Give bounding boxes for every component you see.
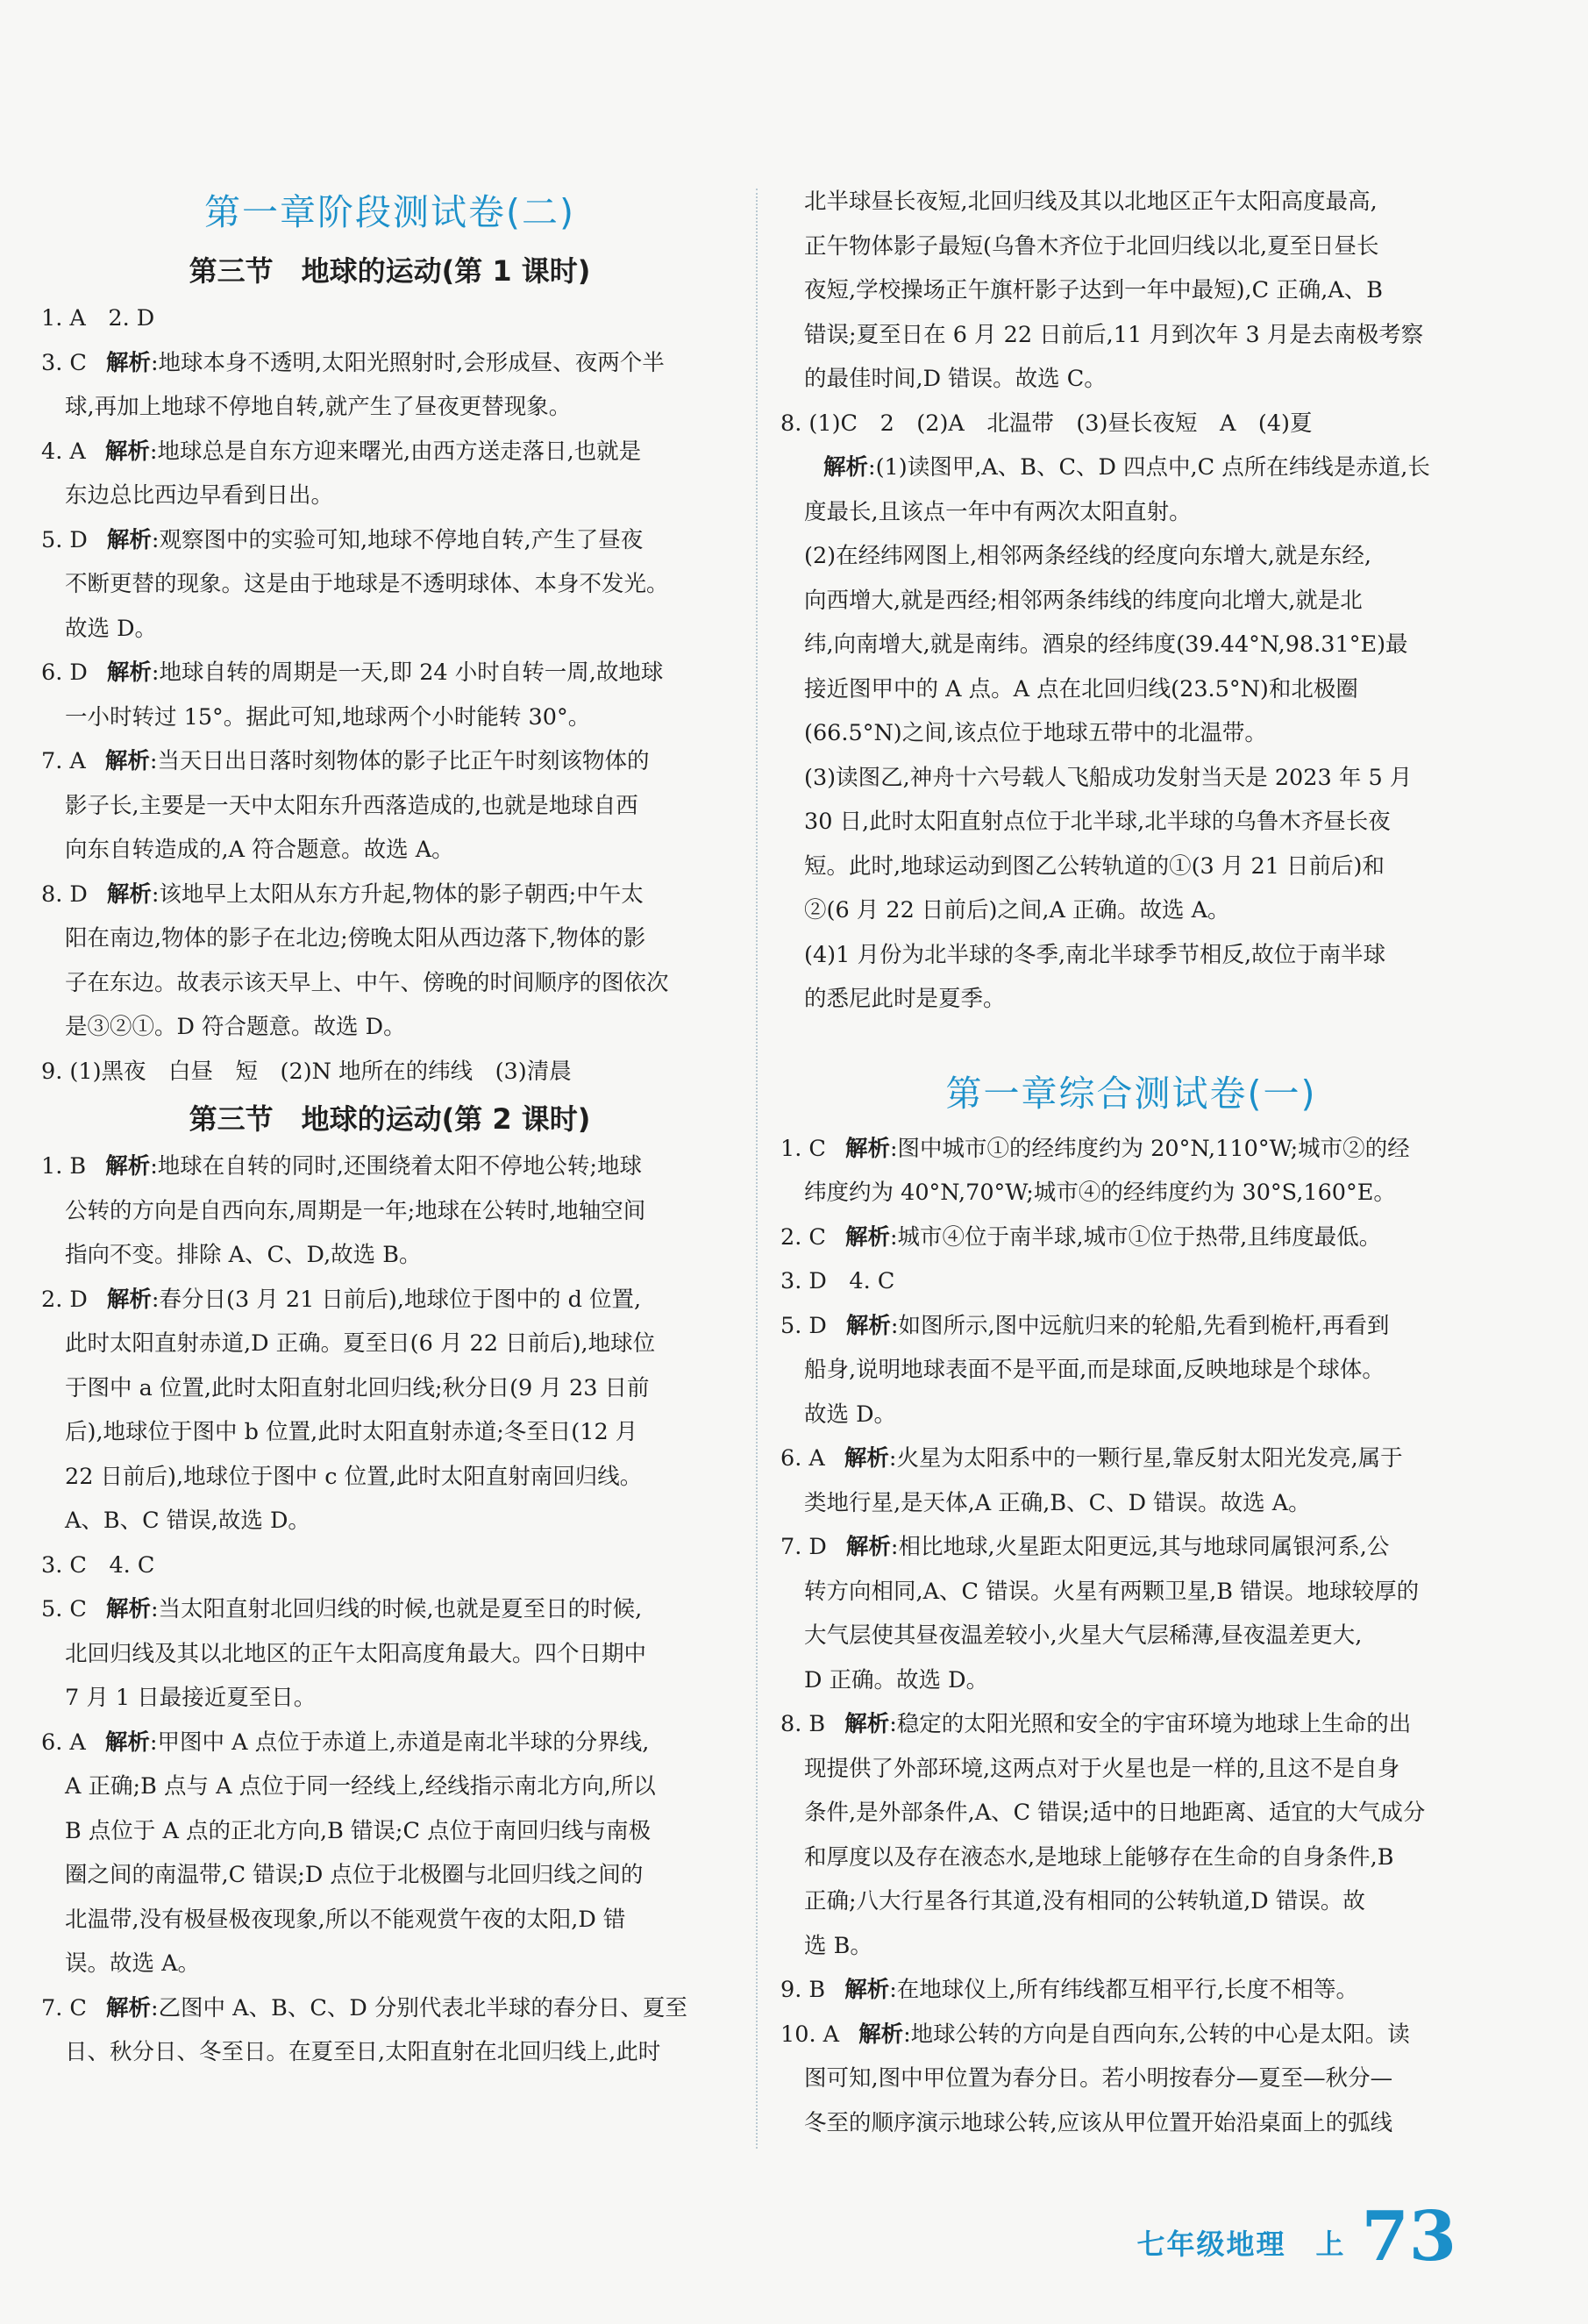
question-number: 9. B xyxy=(780,1977,826,2003)
analysis-label: 解析 xyxy=(823,454,869,481)
question-number: 8. B xyxy=(780,1711,826,1737)
page-footer xyxy=(1136,2197,1456,2277)
answer-text: (4)1 月份为北半球的冬季,南北半球季节相反,故位于南半球 xyxy=(804,941,1386,968)
answer-text: 正确;八大行星各行其道,没有相同的公转轨道,D 错误。故 xyxy=(804,1888,1365,1914)
analysis-label: 解析 xyxy=(844,1977,890,2003)
answer-text: 类地行星,是天体,A 正确,B、C、D 错误。故选 A。 xyxy=(804,1489,1311,1516)
answer-line xyxy=(41,1050,738,1094)
answer-text: 图可知,图中甲位置为春分日。若小明按春分—夏至—秋分— xyxy=(804,2065,1393,2092)
answer-continuation xyxy=(780,1393,1482,1437)
answer-line xyxy=(41,873,738,917)
answer-continuation xyxy=(41,961,738,1006)
question-number: 9. (1)黑夜 白昼 短 (2)N 地所在的纬线 (3)清晨 xyxy=(41,1058,572,1085)
answer-text: 子在东边。故表示该天早上、中午、傍晚的时间顺序的图依次 xyxy=(65,969,669,996)
answer-text: 向东自转造成的,A 符合题意。故选 A。 xyxy=(65,837,454,863)
answer-entry xyxy=(41,341,738,430)
answer-continuation xyxy=(780,977,1482,1022)
answer-text: :(1)读图甲,A、B、C、D 四点中,C 点所在纬线是赤道,长 xyxy=(868,454,1430,481)
answer-text: 错误;夏至日在 6 月 22 日前后,11 月到次年 3 月是去南极考察 xyxy=(804,321,1424,348)
answer-text: :城市④位于南半球,城市①位于热带,且纬度最低。 xyxy=(889,1223,1382,1251)
question-number: 1. C xyxy=(780,1135,826,1162)
right-column xyxy=(780,180,1482,2145)
answer-text: 短。此时,地球运动到图乙公转轨道的①(3 月 21 日前后)和 xyxy=(804,852,1385,880)
answer-entry xyxy=(41,1587,738,1721)
answer-entry xyxy=(780,1525,1482,1702)
question-number: 5. D xyxy=(41,526,88,553)
answer-line xyxy=(41,739,738,784)
answer-line xyxy=(41,1144,738,1189)
answer-line xyxy=(41,651,738,695)
answer-text: 接近图甲中的 A 点。A 点在北回归线(23.5°N)和北极圈 xyxy=(804,675,1358,702)
answer-text: 北半球昼长夜短,北回归线及其以北地区正午太阳高度最高, xyxy=(804,189,1378,215)
answer-continuation xyxy=(780,357,1482,402)
question-number: 5. D xyxy=(780,1312,827,1339)
answer-continuation xyxy=(780,845,1482,889)
answer-continuation xyxy=(780,1570,1482,1615)
answer-text: (3)读图乙,神舟十六号载人飞船成功发射当天是 2023 年 5 月 xyxy=(804,764,1413,791)
answer-text: :相比地球,火星距太阳更远,其与地球同属银河系,公 xyxy=(890,1534,1390,1560)
analysis-label: 解析 xyxy=(845,1534,891,1560)
answer-continuation xyxy=(41,562,738,607)
answer-text: 夜短,学校操场正午旗杆影子达到一年中最短),C 正确,A、B xyxy=(804,277,1384,303)
answer-text: 纬度约为 40°N,70°W;城市④的经纬度约为 30°S,160°E。 xyxy=(804,1180,1396,1206)
answer-line xyxy=(780,1525,1482,1570)
answer-text: 北温带,没有极昼极夜现象,所以不能观赏午夜的太阳,D 错 xyxy=(65,1906,626,1933)
answer-text: D 正确。故选 D。 xyxy=(804,1666,989,1693)
answer-text: :稳定的太阳光照和安全的宇宙环境为地球上生命的出 xyxy=(889,1711,1412,1737)
answer-text: 选 B。 xyxy=(804,1932,872,1959)
answer-text: 正午物体影子最短(乌鲁木齐位于北回归线以北,夏至日昼长 xyxy=(804,232,1379,260)
analysis-label: 解析 xyxy=(104,438,150,465)
column-divider xyxy=(756,189,758,2149)
spacer xyxy=(780,1022,1482,1061)
answer-line xyxy=(780,1702,1482,1747)
answer-text: 的悉尼此时是夏季。 xyxy=(804,986,1006,1012)
answer-text: 船身,说明地球表面不是平面,而是球面,反映地球是个球体。 xyxy=(804,1357,1385,1383)
answer-continuation xyxy=(780,800,1482,845)
answer-text: :当天日出日落时刻物体的影子比正午时刻该物体的 xyxy=(149,748,650,774)
answer-continuation xyxy=(41,1898,738,1943)
answer-entry xyxy=(41,1144,738,1278)
answer-continuation xyxy=(780,1791,1482,1836)
answer-continuation xyxy=(41,1455,738,1500)
analysis-label: 解析 xyxy=(845,1312,891,1339)
question-number: 8. (1)C 2 (2)A 北温带 (3)昼长夜短 A (4)夏 xyxy=(780,410,1313,437)
answer-continuation xyxy=(780,180,1482,225)
answer-continuation xyxy=(41,1366,738,1411)
answer-text: 影子长,主要是一天中太阳东升西落造成的,也就是地球自西 xyxy=(65,792,638,819)
answer-text: 北回归线及其以北地区的正午太阳高度角最大。四个日期中 xyxy=(65,1640,647,1667)
analysis-label: 解析 xyxy=(104,1729,150,1756)
question-number: 5. C xyxy=(41,1596,87,1622)
answer-continuation xyxy=(780,490,1482,535)
answer-text: 公转的方向是自西向东,周期是一年;地球在公转时,地轴空间 xyxy=(65,1197,646,1224)
answer-line xyxy=(41,1986,738,2031)
answer-text: :该地早上太阳从东方升起,物体的影子朝西;中午太 xyxy=(151,880,644,908)
answer-continuation xyxy=(41,607,738,652)
answer-continuation xyxy=(41,695,738,740)
answer-continuation xyxy=(780,1747,1482,1792)
answer-entry xyxy=(41,296,738,341)
answer-continuation xyxy=(41,1942,738,1986)
question-number: 1. B xyxy=(41,1153,87,1180)
answer-continuation xyxy=(780,2101,1482,2146)
answer-text: :如图所示,图中远航归来的轮船,先看到桅杆,再看到 xyxy=(890,1312,1390,1339)
answer-continuation xyxy=(41,1322,738,1366)
analysis-label: 解析 xyxy=(844,1445,889,1472)
section-heading: 第三节 地球的运动(第 2 课时) xyxy=(189,1102,591,1136)
answer-text: :火星为太阳系中的一颗行星,靠反射太阳光发亮,属于 xyxy=(888,1445,1403,1472)
answer-text: 此时太阳直射赤道,D 正确。夏至日(6 月 22 日前后),地球位 xyxy=(65,1330,656,1357)
answer-entry xyxy=(41,1050,738,1094)
answer-text: B 点位于 A 点的正北方向,B 错误;C 点位于南回归线与南极 xyxy=(65,1817,652,1844)
question-number: 3. C 4. C xyxy=(41,1551,155,1579)
answer-entry xyxy=(41,739,738,873)
answer-text: 故选 D。 xyxy=(65,615,158,642)
answer-line xyxy=(41,296,738,341)
answer-continuation xyxy=(780,888,1482,933)
answer-text: :地球本身不透明,太阳光照射时,会形成昼、夜两个半 xyxy=(150,349,665,376)
answer-continuation xyxy=(780,1836,1482,1880)
answer-entry xyxy=(780,402,1482,1022)
answer-continuation xyxy=(780,2057,1482,2101)
answer-continuation xyxy=(41,1853,738,1898)
answer-continuation xyxy=(41,385,738,430)
answer-text: :地球公转的方向是自西向东,公转的中心是太阳。读 xyxy=(903,2021,1410,2048)
answer-continuation xyxy=(780,1924,1482,1969)
answer-entry xyxy=(41,1721,738,1986)
answer-text: 转方向相同,A、C 错误。火星有两颗卫星,B 错误。地球较厚的 xyxy=(804,1578,1420,1605)
answer-text: ②(6 月 22 日前后)之间,A 正确。故选 A。 xyxy=(804,897,1230,923)
analysis-label: 解析 xyxy=(106,1286,152,1313)
answer-entry xyxy=(41,873,738,1050)
analysis-label: 解析 xyxy=(106,880,152,908)
answer-entry xyxy=(780,2013,1482,2146)
book-label: 七年级地理 上 xyxy=(1136,2228,1346,2261)
question-number: 2. D xyxy=(41,1286,88,1313)
analysis-label: 解析 xyxy=(844,1135,890,1162)
answer-text: 于图中 a 位置,此时太阳直射北回归线;秋分日(9 月 23 日前 xyxy=(65,1374,650,1401)
answer-continuation xyxy=(41,1676,738,1721)
question-number: 3. D 4. C xyxy=(780,1268,895,1294)
answer-text: (66.5°N)之间,该点位于地球五带中的北温带。 xyxy=(804,720,1267,746)
question-number: 6. D xyxy=(41,659,88,686)
answer-text: (2)在经纬网图上,相邻两条经线的经度向东增大,就是东经, xyxy=(804,543,1371,569)
analysis-label: 解析 xyxy=(105,349,151,376)
answer-continuation xyxy=(780,225,1482,269)
question-number: 7. D xyxy=(780,1534,827,1560)
answer-continuation xyxy=(780,534,1482,579)
answer-line xyxy=(41,341,738,386)
answer-entry xyxy=(41,518,738,652)
answer-continuation xyxy=(41,1233,738,1278)
answer-text: 大气层使其昼夜温差较小,火星大气层稀薄,昼夜温差更大, xyxy=(804,1622,1363,1649)
analysis-label: 解析 xyxy=(106,659,152,686)
question-number: 7. C xyxy=(41,1994,87,2021)
answer-continuation xyxy=(41,1632,738,1677)
answer-continuation xyxy=(41,474,738,518)
answer-continuation xyxy=(780,1481,1482,1526)
answer-continuation xyxy=(780,933,1482,978)
answer-text: 向西增大,就是西经;相邻两条纬线的纬度向北增大,就是北 xyxy=(804,587,1363,614)
answer-entry xyxy=(780,1127,1482,1215)
answer-line xyxy=(41,430,738,474)
question-number: 6. A xyxy=(41,1729,86,1756)
analysis-label: 解析 xyxy=(105,1596,151,1622)
answer-continuation xyxy=(41,2030,738,2075)
answer-line xyxy=(780,402,1482,446)
analysis-label: 解析 xyxy=(106,526,152,553)
analysis-label: 解析 xyxy=(104,748,150,774)
answer-continuation xyxy=(41,1499,738,1543)
answer-text: :当太阳直射北回归线的时候,也就是夏至日的时候, xyxy=(150,1596,643,1622)
question-number: 4. A xyxy=(41,438,86,465)
answer-continuation xyxy=(780,1348,1482,1393)
answer-text: 圈之间的南温带,C 错误;D 点位于北极圈与北回归线之间的 xyxy=(65,1862,644,1888)
answer-continuation xyxy=(780,623,1482,667)
answer-text: :乙图中 A、B、C、D 分别代表北半球的春分日、夏至 xyxy=(150,1994,687,2021)
answer-continuation xyxy=(41,1005,738,1050)
answer-text: :地球自转的周期是一天,即 24 小时自转一周,故地球 xyxy=(151,659,664,686)
answer-entry xyxy=(41,651,738,739)
section-heading: 第三节 地球的运动(第 1 课时) xyxy=(189,254,591,288)
answer-continuation xyxy=(780,1614,1482,1658)
answer-text: 纬,向南增大,就是南纬。酒泉的经纬度(39.44°N,98.31°E)最 xyxy=(804,631,1408,658)
answer-line xyxy=(41,1587,738,1632)
answer-continuation xyxy=(41,1764,738,1809)
answer-continuation xyxy=(780,313,1482,358)
analysis-label: 解析 xyxy=(844,1223,890,1251)
question-number: 3. C xyxy=(41,349,87,376)
analysis-label: 解析 xyxy=(844,1711,890,1737)
answer-entry xyxy=(780,1259,1482,1304)
answer-text: 22 日前后),地球位于图中 c 位置,此时太阳直射南回归线。 xyxy=(65,1463,643,1490)
answer-entry xyxy=(41,1986,738,2075)
answer-continuation xyxy=(780,1658,1482,1703)
answer-text: 误。故选 A。 xyxy=(65,1950,201,1977)
answer-continuation xyxy=(780,1879,1482,1924)
answer-text: 指向不变。排除 A、C、D,故选 B。 xyxy=(65,1242,422,1268)
answer-text: 30 日,此时太阳直射点位于北半球,北半球的乌鲁木齐昼长夜 xyxy=(804,809,1391,835)
question-number: 7. A xyxy=(41,748,86,774)
answer-continuation xyxy=(780,1171,1482,1215)
answer-continuation xyxy=(780,756,1482,801)
analysis-label: 解析 xyxy=(105,1994,151,2021)
answer-text: 度最长,且该点一年中有两次太阳直射。 xyxy=(804,498,1192,525)
answer-text: A、B、C 错误,故选 D。 xyxy=(65,1508,310,1534)
answer-text: 的最佳时间,D 错误。故选 C。 xyxy=(804,366,1107,392)
answer-line xyxy=(41,1721,738,1765)
answer-text: :地球总是自东方迎来曙光,由西方送走落日,也就是 xyxy=(149,438,642,465)
answer-entry xyxy=(780,1304,1482,1437)
answer-text: 7 月 1 日最接近夏至日。 xyxy=(65,1685,317,1711)
answer-text: 现提供了外部环境,这两点对于火星也是一样的,且这不是自身 xyxy=(804,1755,1400,1782)
question-number: 8. D xyxy=(41,880,88,908)
answer-continuation xyxy=(780,667,1482,712)
answer-continuation xyxy=(780,711,1482,756)
answer-text: :观察图中的实验可知,地球不停地自转,产生了昼夜 xyxy=(151,526,644,553)
answer-continuation xyxy=(41,1189,738,1234)
answer-continuation xyxy=(41,1410,738,1455)
answer-continuation xyxy=(41,828,738,873)
test-title: 第一章阶段测试卷(二) xyxy=(204,191,575,233)
answer-text: 和厚度以及存在液态水,是地球上能够存在生命的自身条件,B xyxy=(804,1843,1394,1871)
answer-line xyxy=(780,1127,1482,1172)
answer-text: A 正确;B 点与 A 点位于同一经线上,经线指示南北方向,所以 xyxy=(65,1773,656,1800)
answer-text: 一小时转过 15°。据此可知,地球两个小时能转 30°。 xyxy=(65,703,591,731)
question-number: 6. A xyxy=(780,1445,825,1472)
answer-entry xyxy=(780,1436,1482,1525)
question-number: 2. C xyxy=(780,1223,826,1251)
answer-continuation xyxy=(780,446,1482,490)
answer-entry xyxy=(780,1968,1482,2013)
analysis-label: 解析 xyxy=(105,1153,151,1180)
answer-line xyxy=(780,1215,1482,1260)
answer-entry xyxy=(41,1543,738,1588)
answer-text: 日、秋分日、冬至日。在夏至日,太阳直射在北回归线上,此时 xyxy=(65,2039,661,2065)
answer-line xyxy=(41,518,738,563)
answer-entry xyxy=(41,430,738,518)
answer-text: :图中城市①的经纬度约为 20°N,110°W;城市②的经 xyxy=(889,1135,1410,1162)
answer-text: :地球在自转的同时,还围绕着太阳不停地公转;地球 xyxy=(150,1153,642,1180)
answer-entry xyxy=(41,1278,738,1543)
answer-line xyxy=(780,1259,1482,1304)
answer-continuation xyxy=(41,916,738,961)
answer-continuation xyxy=(780,268,1482,313)
question-number: 1. A 2. D xyxy=(41,305,155,331)
answer-continuation xyxy=(780,579,1482,624)
answer-text: :春分日(3 月 21 日前后),地球位于图中的 d 位置, xyxy=(151,1286,642,1313)
answer-continuation xyxy=(41,1809,738,1854)
answer-line xyxy=(41,1278,738,1322)
answer-text: 后),地球位于图中 b 位置,此时太阳直射赤道;冬至日(12 月 xyxy=(65,1419,638,1445)
answer-entry xyxy=(780,180,1482,402)
answer-line xyxy=(41,1543,738,1588)
analysis-label: 解析 xyxy=(858,2021,904,2048)
answer-line xyxy=(780,1304,1482,1349)
answer-text: 条件,是外部条件,A、C 错误;适中的日地距离、适宜的大气成分 xyxy=(804,1800,1426,1826)
question-number: 10. A xyxy=(780,2021,840,2048)
answer-text: 冬至的顺序演示地球公转,应该从甲位置开始沿桌面上的弧线 xyxy=(804,2109,1393,2136)
answer-text: 球,再加上地球不停地自转,就产生了昼夜更替现象。 xyxy=(65,394,572,420)
answer-line xyxy=(780,2013,1482,2057)
answer-entry xyxy=(780,1702,1482,1968)
answer-text: :甲图中 A 点位于赤道上,赤道是南北半球的分界线, xyxy=(149,1729,650,1756)
answer-text: :在地球仪上,所有纬线都互相平行,长度不相等。 xyxy=(889,1977,1359,2003)
answer-text: 故选 D。 xyxy=(804,1401,897,1428)
left-column xyxy=(41,180,738,2075)
answer-text: 不断更替的现象。这是由于地球是不透明球体、本身不发光。 xyxy=(65,571,669,597)
answer-text: 东边总比西边早看到日出。 xyxy=(65,482,334,509)
answer-line xyxy=(780,1436,1482,1481)
answer-text: 是③②①。D 符合题意。故选 D。 xyxy=(65,1014,406,1040)
page-number: 73 xyxy=(1361,2197,1456,2277)
answer-line xyxy=(780,1968,1482,2013)
answer-continuation xyxy=(41,784,738,829)
test-title: 第一章综合测试卷(一) xyxy=(945,1072,1317,1115)
answer-entry xyxy=(780,1215,1482,1260)
answer-text: 阳在南边,物体的影子在北边;傍晚太阳从西边落下,物体的影 xyxy=(65,925,646,952)
